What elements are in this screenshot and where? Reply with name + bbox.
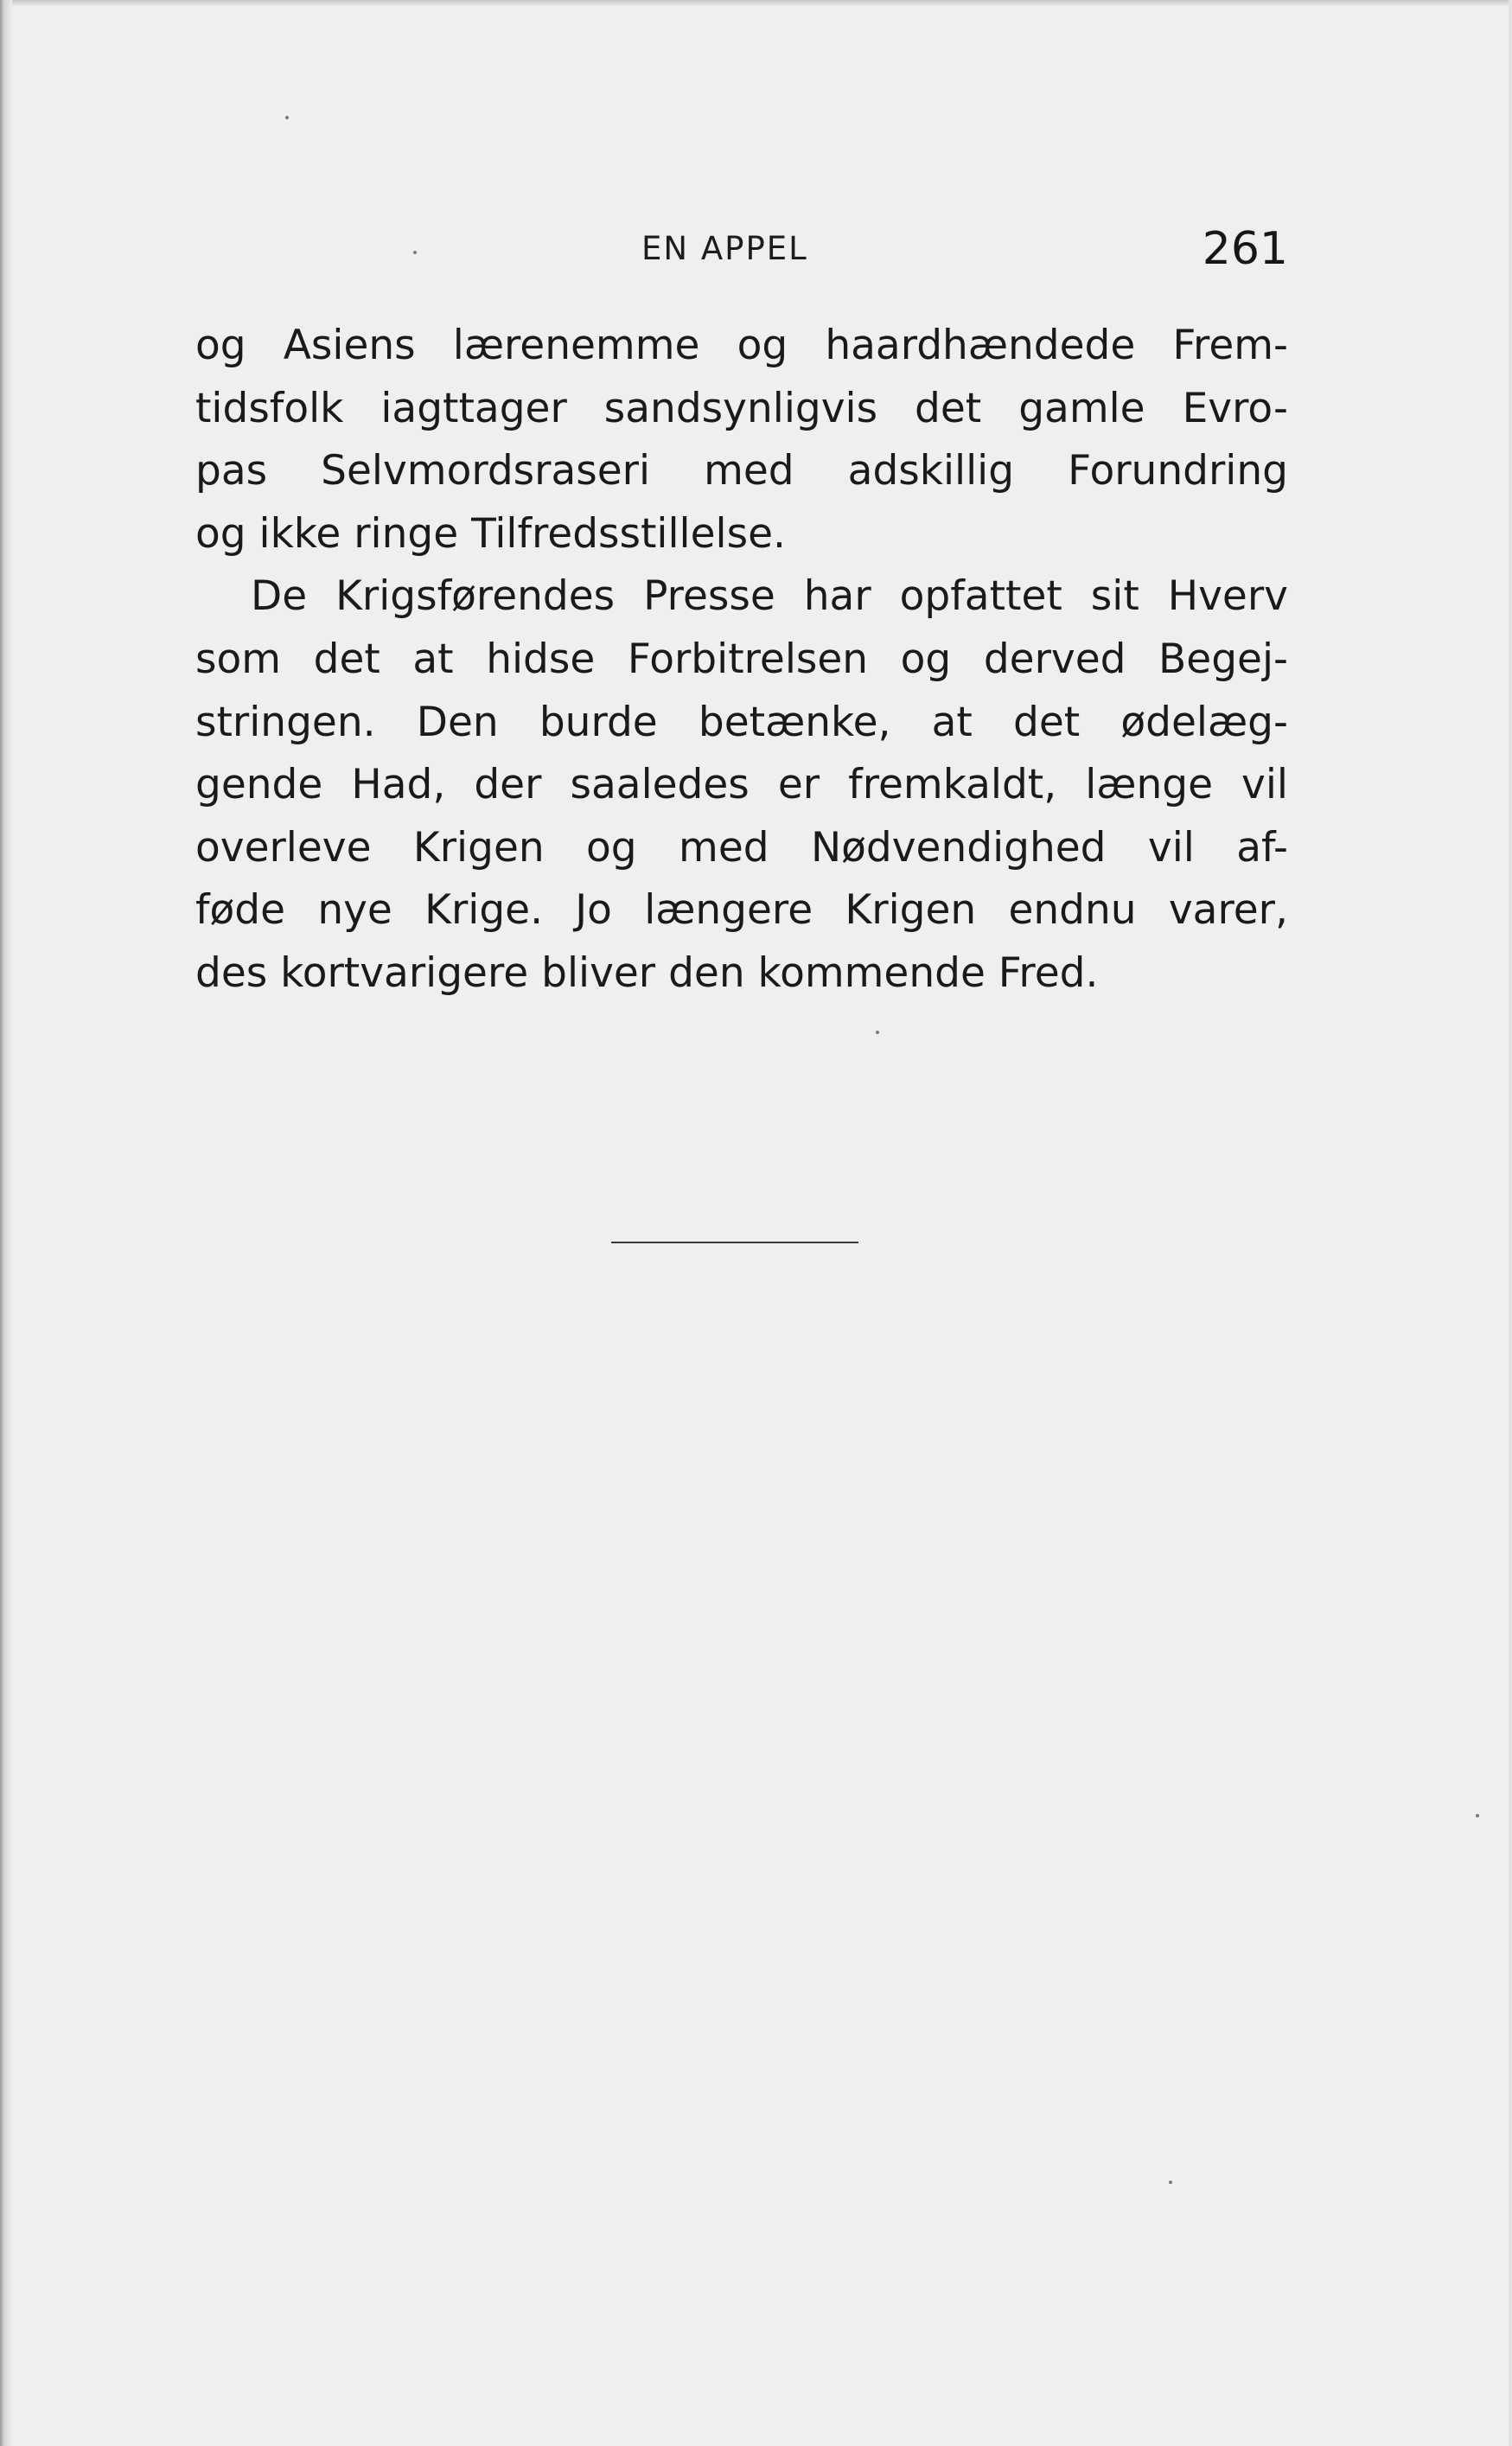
word: Hverv (1167, 572, 1288, 621)
text-line (195, 315, 1288, 378)
word: Jo (575, 886, 612, 935)
page-right-edge (1509, 0, 1512, 2446)
word: og (737, 322, 788, 369)
text-line (195, 440, 1288, 503)
word: Forbitrelsen (627, 635, 869, 683)
text-line (195, 378, 1288, 441)
word: Selvmordsraseri (321, 447, 651, 495)
word: lærenemme (452, 322, 700, 369)
text-line (195, 817, 1288, 880)
word: det (915, 384, 982, 432)
paper-speck (1169, 2181, 1172, 2184)
word: der (474, 761, 542, 809)
text-line: des kortvarigere bliver den kommende Fred. (195, 948, 1099, 997)
word: De (251, 572, 308, 621)
word: længere (644, 886, 813, 935)
word: længe (1085, 761, 1213, 809)
word: iagttager (380, 384, 567, 432)
word: som (195, 635, 282, 683)
word: og (195, 322, 246, 369)
word: føde (195, 886, 286, 935)
text-line (195, 629, 1288, 692)
text-line (195, 565, 1288, 629)
word: saaledes (570, 761, 750, 809)
word: og (586, 823, 637, 872)
word: og (900, 635, 952, 683)
word: Krigsførendes (335, 572, 616, 621)
word: Begej- (1158, 635, 1288, 683)
text-line: og ikke ringe Tilfredsstillelse. (195, 509, 786, 558)
word: med (704, 447, 794, 495)
page-top-edge (0, 0, 1512, 7)
word: gende (195, 761, 323, 809)
paragraph (195, 565, 1288, 1005)
word: tidsfolk (195, 384, 344, 432)
word: Evro- (1182, 384, 1288, 432)
body-text (195, 315, 1288, 1006)
word: nye (317, 886, 392, 935)
page-number: 261 (1202, 223, 1288, 275)
word: Asiens (283, 322, 416, 369)
word: Krigen (412, 823, 545, 872)
text-line (195, 754, 1288, 817)
word: Frem- (1172, 322, 1288, 369)
word: adskillig (847, 447, 1015, 495)
running-head (195, 223, 1288, 292)
end-ornament-rule (611, 1242, 858, 1243)
word: vil (1241, 761, 1288, 809)
word: vil (1147, 823, 1195, 872)
word: gamle (1018, 384, 1145, 432)
paper-speck (413, 251, 417, 254)
running-title: EN APPEL (641, 230, 808, 267)
word: Nødvendighed (810, 823, 1107, 872)
word: sandsynligvis (603, 384, 878, 432)
word: overleve (195, 823, 372, 872)
word: opfattet (899, 572, 1062, 621)
word: stringen. (195, 698, 376, 746)
word: Presse (643, 572, 775, 621)
word: er (777, 761, 820, 809)
paragraph (195, 315, 1288, 565)
text-line (195, 692, 1288, 755)
word: varer, (1168, 886, 1288, 935)
word: sit (1090, 572, 1139, 621)
word: hidse (486, 635, 596, 683)
word: Den (416, 698, 499, 746)
word: haardhændede (825, 322, 1136, 369)
word: pas (195, 447, 268, 495)
word: endnu (1008, 886, 1137, 935)
word: ødelæg- (1120, 698, 1288, 746)
word: det (313, 635, 380, 683)
word: Krigen (845, 886, 977, 935)
word: med (679, 823, 769, 872)
word: Krige. (424, 886, 544, 935)
page-left-edge (0, 0, 12, 2446)
word: burde (539, 698, 658, 746)
word: at (931, 698, 973, 746)
text-line (195, 879, 1288, 942)
word: at (412, 635, 454, 683)
word: derved (983, 635, 1126, 683)
word: Had, (351, 761, 446, 809)
word: af- (1236, 823, 1288, 872)
word: har (803, 572, 871, 621)
paper-speck (1476, 1814, 1479, 1817)
word: fremkaldt, (848, 761, 1057, 809)
word: Forundring (1068, 447, 1288, 495)
word: betænke, (698, 698, 891, 746)
paper-speck (876, 1031, 879, 1034)
word: det (1013, 698, 1081, 746)
paper-speck (285, 116, 289, 119)
